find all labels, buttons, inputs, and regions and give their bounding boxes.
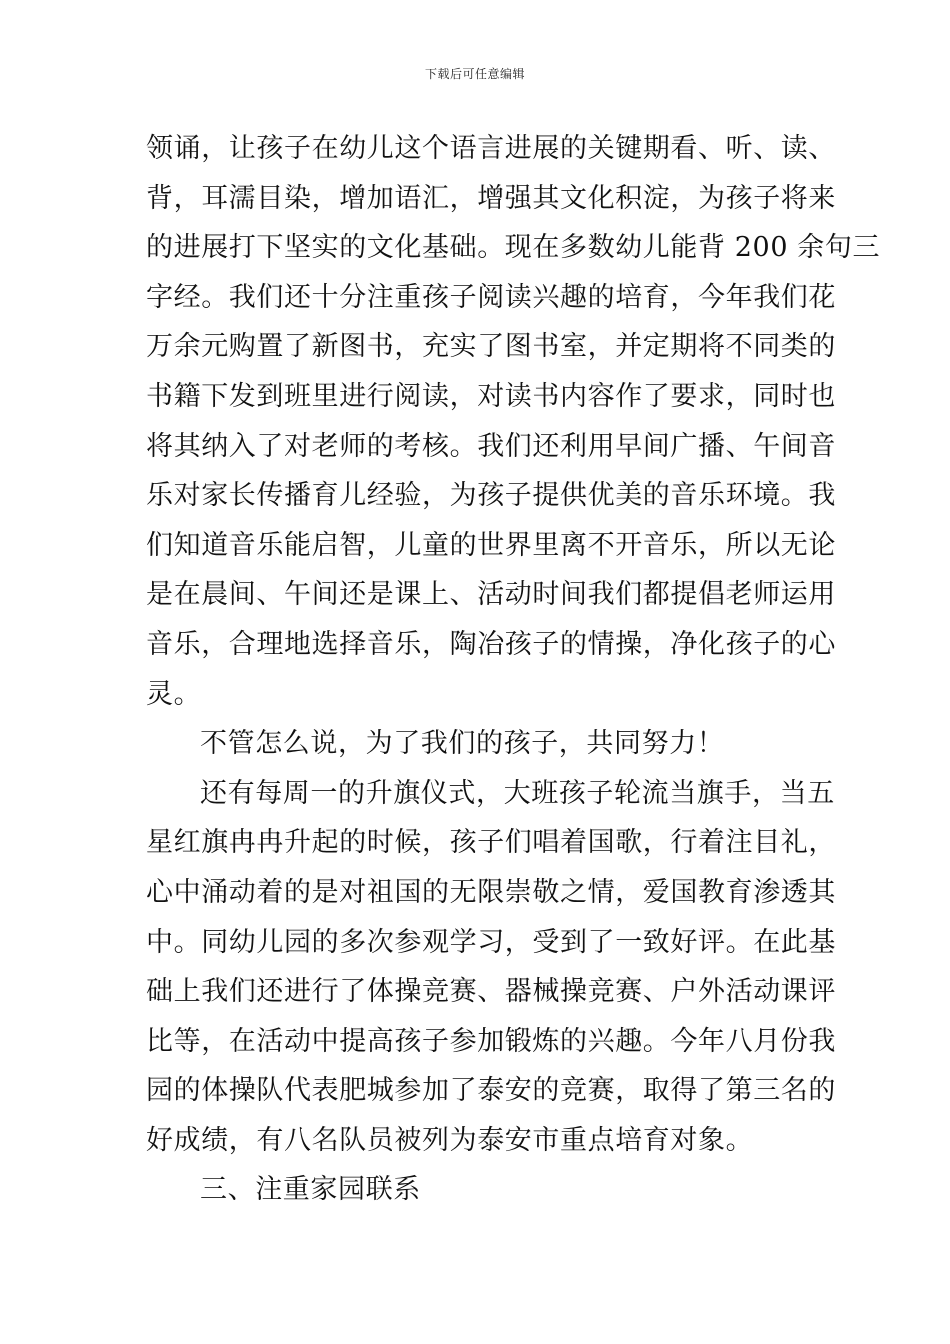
document-body [146, 124, 881, 1215]
paragraph-line: 好成绩，有八名队员被列为泰安市重点培育对象。 [146, 1124, 754, 1156]
paragraph-line: 是在晨间、午间还是课上、活动时间我们都提倡老师运用 [146, 579, 836, 611]
paragraph-line: 中。同幼儿园的多次参观学习，受到了一致好评。在此基 [146, 926, 836, 958]
paragraph-line: 心中涌动着的是对祖国的无限崇敬之情，爱国教育渗透其 [146, 876, 836, 908]
paragraph-line: 书籍下发到班里进行阅读，对读书内容作了要求，同时也 [146, 380, 836, 412]
paragraph-line: 础上我们还进行了体操竞赛、器械操竞赛、户外活动课评 [146, 976, 836, 1008]
paragraph-line: 还有每周一的升旗仪式，大班孩子轮流当旗手，当五 [200, 777, 835, 809]
section-heading: 三、注重家园联系 [200, 1174, 421, 1206]
paragraph-line: 灵。 [146, 678, 202, 710]
paragraph-line: 领诵，让孩子在幼儿这个语言进展的关键期看、听、读、 [146, 133, 836, 164]
paragraph-line: 星红旗冉冉升起的时候，孩子们唱着国歌，行着注目礼， [146, 827, 836, 859]
paragraph-line: 不管怎么说，为了我们的孩子，共同努力！ [200, 728, 725, 760]
paragraph-line: 乐对家长传播育儿经验，为孩子提供优美的音乐环境。我 [146, 480, 836, 512]
paragraph-line: 字经。我们还十分注重孩子阅读兴趣的培育，今年我们花 [146, 281, 836, 313]
paragraph-line: 将其纳入了对老师的考核。我们还利用早间广播、午间音 [146, 430, 836, 462]
paragraph-line: 们知道音乐能启智，儿童的世界里离不开音乐，所以无论 [146, 529, 836, 561]
paragraph-line: 万余元购置了新图书，充实了图书室，并定期将不同类的 [146, 331, 836, 363]
paragraph-line: 比等，在活动中提高孩子参加锻炼的兴趣。今年八月份我 [146, 1025, 836, 1057]
page-header: 下载后可任意编辑 [424, 67, 525, 81]
paragraph-line: 园的体操队代表肥城参加了泰安的竞赛，取得了第三名的 [146, 1075, 836, 1107]
paragraph-line: 的进展打下坚实的文化基础。现在多数幼儿能背 200 余句三 [146, 232, 881, 264]
paragraph-line: 背，耳濡目染，增加语汇，增强其文化积淀，为孩子将来 [146, 182, 836, 214]
paragraph-line: 音乐，合理地选择音乐，陶冶孩子的情操，净化孩子的心 [146, 628, 836, 660]
